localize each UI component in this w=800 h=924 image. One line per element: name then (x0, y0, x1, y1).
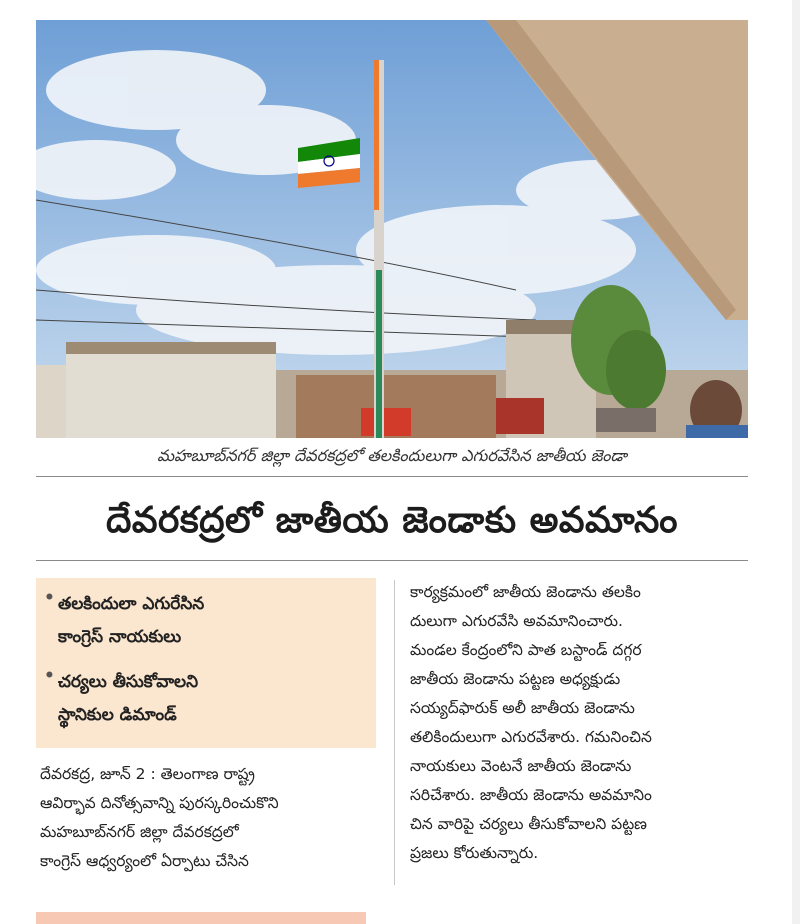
next-article-strip (36, 912, 366, 924)
news-photo (36, 20, 748, 438)
body-line: కాంగ్రెస్ ఆధ్వర్యంలో ఏర్పాటు చేసిన (40, 852, 249, 870)
highlight-item: • చర్యలు తీసుకోవాలని స్థానికుల డిమాండ్ (44, 666, 199, 725)
bullet-icon: • (44, 666, 55, 686)
body-line: సయ్యద్‌ఫారుక్ అలీ జాతీయ జెండాను (410, 699, 635, 717)
body-line: నాయకులు వెంటనే జాతీయ జెండాను (410, 757, 632, 775)
body-line: కార్యక్రమంలో జాతీయ జెండాను తలకిం (410, 583, 641, 601)
highlight-item: • తలకిందులా ఎగురేసిన కాంగ్రెస్ నాయకులు (44, 588, 205, 647)
column-divider (394, 580, 395, 885)
body-line: జాతీయ జెండాను పట్టణ అధ్యక్షుడు (410, 670, 621, 688)
photo-caption: మహబూబ్‌నగర్ జిల్లా దేవరకద్రలో తలకిందులుగా ఎగురవేసిన జాతీయ జెండా (157, 446, 627, 465)
bullet-icon: • (44, 588, 55, 608)
body-line: తలికిందులుగా ఎగురవేశారు. గమనించిన (410, 728, 652, 746)
body-line: మండల కేంద్రంలోని పాత బస్టాండ్ దగ్గర (410, 641, 642, 659)
page-edge (792, 0, 800, 924)
divider (36, 560, 748, 561)
body-line: మహబూబ్‌నగర్ జిల్లా దేవరకద్రలో (40, 823, 239, 841)
divider (36, 476, 748, 477)
highlights-box (36, 578, 376, 748)
body-line: ఆవిర్భావ దినోత్సవాన్ని పురస్కరించుకొని (40, 794, 279, 812)
body-line: చిన వారిపై చర్యలు తీసుకోవాలని పట్టణ (410, 815, 647, 833)
body-line: దేవరకద్ర, జూన్ 2 : తెలంగాణ రాష్ట్ర (40, 765, 255, 783)
headline: దేవరకద్రలో జాతీయ జెండాకు అవమానం (105, 500, 679, 541)
body-line: ప్రజలు కోరుతున్నారు. (410, 844, 539, 862)
flag-pole-scene (36, 20, 748, 438)
body-line: దులుగా ఎగురవేసి అవమానించారు. (410, 612, 623, 630)
body-line: సరిచేశారు. జాతీయ జెండాను అవమానిం (410, 786, 652, 804)
